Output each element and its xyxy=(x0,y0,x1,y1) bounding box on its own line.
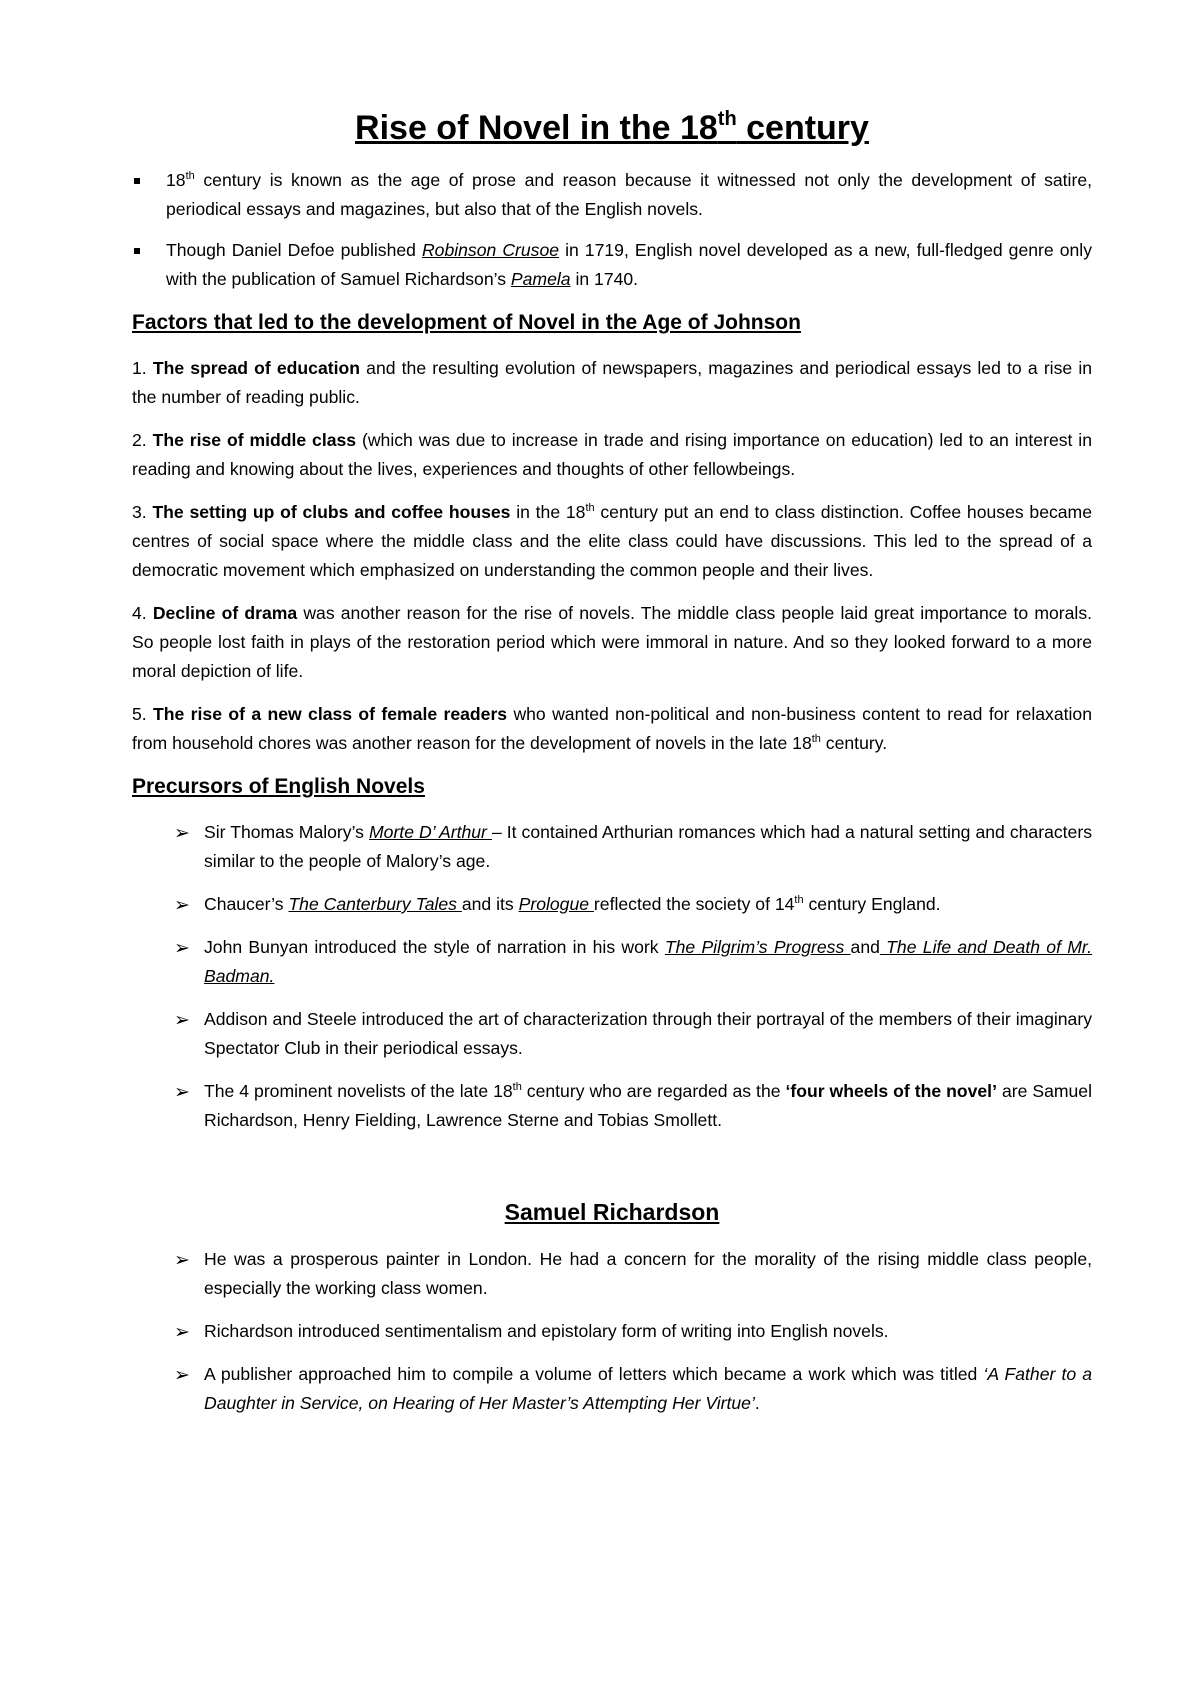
arrow-bullet-icon: ➢ xyxy=(174,937,190,959)
arrow-bullet-icon: ➢ xyxy=(174,1321,190,1343)
work-title-pilgrims-progress: The Pilgrim’s Progress xyxy=(664,937,851,957)
precursor-item: ➢ Chaucer’s The Canterbury Tales and its Prologue reflected the society of 14th century England. xyxy=(174,894,941,916)
precursors-heading: Precursors of English Novels xyxy=(132,775,425,798)
work-title-prologue: Prologue xyxy=(518,894,594,914)
page-title: Rise of Novel in the 18th century xyxy=(355,108,869,147)
square-bullet-icon xyxy=(134,178,140,184)
arrow-bullet-icon: ➢ xyxy=(174,1081,190,1103)
factor-item: 3. The setting up of clubs and coffee houses in the 18th century put an end to class distinction. Coffee houses became centres of social space where the middle class and the elite class could have discussions. This led to the spread of a democratic movement which emphasized on understanding the common people and their lives. xyxy=(132,502,1092,580)
richardson-heading: Samuel Richardson xyxy=(504,1199,720,1225)
arrow-bullet-icon: ➢ xyxy=(174,1364,190,1386)
factor-item: 2. The rise of middle class (which was due to increase in trade and rising importance on education) led to an interest in reading and knowing about the lives, experiences and thoughts of other fellowbeings. xyxy=(132,430,1093,479)
document-content xyxy=(132,104,1092,1432)
factor-item: 1. The spread of education and the resulting evolution of newspapers, magazines and periodical essays led to a rise in the number of reading public. xyxy=(132,358,1093,407)
factor-item: 4. Decline of drama was another reason for the rise of novels. The middle class people laid great importance to morals. So people lost faith in plays of the restoration period which were immoral in nature. And so they looked forward to a more moral depiction of life. xyxy=(132,603,1093,681)
work-title-life-and-death-of-mr-badman: The Life and Death of Mr. Badman. xyxy=(204,937,1092,986)
precursor-item: ➢ John Bunyan introduced the style of narration in his work The Pilgrim’s Progress and The Life and Death of Mr. Badman. xyxy=(174,937,1092,986)
richardson-item: ➢ Richardson introduced sentimentalism and epistolary form of writing into English novels. xyxy=(174,1321,889,1343)
work-title-robinson-crusoe: Robinson Crusoe xyxy=(421,240,560,260)
intro-bullet: Though Daniel Defoe published Robinson Crusoe in 1719, English novel developed as a new, full-fledged genre only with the publication of Samuel Richardson’s Pamela in 1740. xyxy=(132,236,1092,294)
arrow-bullet-icon: ➢ xyxy=(174,1249,190,1271)
square-bullet-icon xyxy=(134,248,140,254)
factor-item: 5. The rise of a new class of female readers who wanted non-political and non-business content to read for relaxation from household chores was another reason for the development of novels in the late 18th century. xyxy=(132,704,1092,753)
work-title-morte-d-arthur: Morte D’ Arthur xyxy=(369,822,492,842)
richardson-item: ➢ He was a prosperous painter in London. He had a concern for the morality of the rising middle class people, especially the working class women. xyxy=(174,1249,1092,1298)
arrow-bullet-icon: ➢ xyxy=(174,894,190,916)
arrow-bullet-icon: ➢ xyxy=(174,822,190,844)
factors-heading: Factors that led to the development of Novel in the Age of Johnson xyxy=(132,311,801,334)
work-title-canterbury-tales: The Canterbury Tales xyxy=(288,894,462,914)
intro-bullet: 18th century is known as the age of prose and reason because it witnessed not only the development of satire, periodical essays and magazines, but also that of the English novels. xyxy=(132,166,1092,224)
precursor-item: ➢ The 4 prominent novelists of the late 18th century who are regarded as the ‘four wheels of the novel’ are Samuel Richardson, Henry Fielding, Lawrence Sterne and Tobias Smollett. xyxy=(174,1081,1092,1130)
work-title-father-to-a-daughter: ‘A Father to a Daughter in Service, on Hearing of Her Master’s Attempting Her Virtue’ xyxy=(204,1364,1092,1413)
precursor-item: ➢ Sir Thomas Malory’s Morte D’ Arthur – It contained Arthurian romances which had a natural setting and characters similar to the people of Malory’s age. xyxy=(174,822,1092,871)
work-title-pamela: Pamela xyxy=(510,269,571,289)
richardson-item: ➢ A publisher approached him to compile a volume of letters which became a work which was titled ‘A Father to a Daughter in Service, on Hearing of Her Master’s Attempting Her Virtue’. xyxy=(174,1364,1092,1413)
precursor-item: ➢ Addison and Steele introduced the art of characterization through their portrayal of the members of their imaginary Spectator Club in their periodical essays. xyxy=(174,1009,1092,1058)
arrow-bullet-icon: ➢ xyxy=(174,1009,190,1031)
